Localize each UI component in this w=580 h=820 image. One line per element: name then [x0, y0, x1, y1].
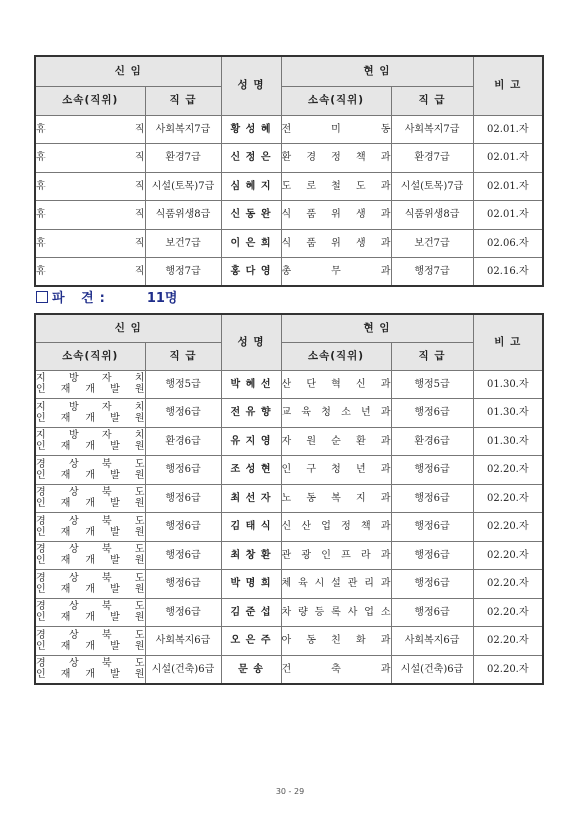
- header-name: 성 명: [221, 56, 281, 115]
- new-dept-cell: [35, 456, 145, 485]
- new-dept-line2: 인 재 개 발 원: [36, 640, 145, 652]
- cur-grade-cell: 행정6급: [391, 456, 473, 485]
- cur-dept-cell: 관 광 인 프 라 과: [281, 541, 391, 570]
- new-dept-line1: 경 상 북 도: [36, 487, 145, 499]
- remark-cell: 02.20.자: [473, 484, 543, 513]
- header-cur-grade: 직 급: [391, 86, 473, 115]
- new-dept-line1: 경 상 북 도: [36, 544, 145, 556]
- new-grade-cell: 사회복지6급: [145, 627, 221, 656]
- new-dept-line2: 인 재 개 발 원: [36, 555, 145, 567]
- header-current: 현 임: [281, 56, 473, 86]
- cur-dept-cell: 교 육 청 소 년 과: [281, 399, 391, 428]
- new-dept-cell: [35, 427, 145, 456]
- remark-cell: 02.01.자: [473, 201, 543, 230]
- new-grade-cell: 행정6급: [145, 456, 221, 485]
- header-new-post: 신 임: [35, 56, 221, 86]
- table-row: [35, 258, 543, 287]
- cur-dept-cell: 식 품 위 생 과: [281, 201, 391, 230]
- name-cell: 문 송: [221, 655, 281, 684]
- cur-grade-cell: 사회복지7급: [391, 115, 473, 144]
- new-grade-cell: 시설(토목)7급: [145, 172, 221, 201]
- new-dept-cell: 휴 직: [35, 229, 145, 258]
- cur-grade-cell: 행정6급: [391, 570, 473, 599]
- new-grade-cell: 행정6급: [145, 570, 221, 599]
- cur-dept-cell: 건 축 과: [281, 655, 391, 684]
- new-dept-line1: 지 방 자 치: [36, 401, 145, 413]
- new-grade-cell: 행정6급: [145, 598, 221, 627]
- new-dept-cell: 휴 직: [35, 144, 145, 173]
- name-cell: 최 선 자: [221, 484, 281, 513]
- remark-cell: 02.20.자: [473, 541, 543, 570]
- table-row: [35, 541, 543, 570]
- new-dept-cell: [35, 484, 145, 513]
- cur-grade-cell: 시설(건축)6급: [391, 655, 473, 684]
- cur-grade-cell: 행정6급: [391, 598, 473, 627]
- name-cell: 김 준 섭: [221, 598, 281, 627]
- name-cell: 유 지 영: [221, 427, 281, 456]
- table-row: [35, 172, 543, 201]
- remark-cell: 01.30.자: [473, 370, 543, 399]
- table-row: [35, 115, 543, 144]
- name-cell: 김 태 식: [221, 513, 281, 542]
- cur-dept-cell: 노 동 복 지 과: [281, 484, 391, 513]
- remark-cell: 02.20.자: [473, 598, 543, 627]
- remark-cell: 02.01.자: [473, 115, 543, 144]
- name-cell: 박 혜 선: [221, 370, 281, 399]
- cur-grade-cell: 환경6급: [391, 427, 473, 456]
- new-grade-cell: 행정6급: [145, 399, 221, 428]
- header-new-post: 신 임: [35, 314, 221, 342]
- new-dept-line2: 인 재 개 발 원: [36, 412, 145, 424]
- new-dept-line2: 인 재 개 발 원: [36, 612, 145, 624]
- leave-table: [34, 55, 544, 287]
- name-cell: 신 정 은: [221, 144, 281, 173]
- remark-cell: 02.20.자: [473, 655, 543, 684]
- new-grade-cell: 행정6급: [145, 513, 221, 542]
- new-dept-line2: 인 재 개 발 원: [36, 498, 145, 510]
- new-grade-cell: 식품위생8급: [145, 201, 221, 230]
- header-remark: 비 고: [473, 314, 543, 370]
- new-dept-cell: [35, 370, 145, 399]
- name-cell: 신 동 완: [221, 201, 281, 230]
- table-row: [35, 427, 543, 456]
- name-cell: 박 명 희: [221, 570, 281, 599]
- remark-cell: 02.20.자: [473, 570, 543, 599]
- header-current: 현 임: [281, 314, 473, 342]
- remark-cell: 02.01.자: [473, 172, 543, 201]
- table-row: [35, 456, 543, 485]
- name-cell: 이 은 희: [221, 229, 281, 258]
- new-dept-line1: 경 상 북 도: [36, 515, 145, 527]
- new-dept-line2: 인 재 개 발 원: [36, 441, 145, 453]
- new-dept-cell: [35, 541, 145, 570]
- cur-grade-cell: 환경7급: [391, 144, 473, 173]
- name-cell: 황 성 혜: [221, 115, 281, 144]
- new-grade-cell: 보건7급: [145, 229, 221, 258]
- header-new-grade: 직 급: [145, 342, 221, 370]
- header-new-grade: 직 급: [145, 86, 221, 115]
- cur-grade-cell: 행정7급: [391, 258, 473, 287]
- new-grade-cell: 시설(건축)6급: [145, 655, 221, 684]
- header-new-dept: 소속(직위): [35, 342, 145, 370]
- new-grade-cell: 환경7급: [145, 144, 221, 173]
- table-row: [35, 627, 543, 656]
- table-row: [35, 655, 543, 684]
- dispatch-table: [34, 313, 544, 685]
- remark-cell: 02.01.자: [473, 144, 543, 173]
- remark-cell: 02.16.자: [473, 258, 543, 287]
- name-cell: 심 혜 지: [221, 172, 281, 201]
- cur-grade-cell: 행정6급: [391, 541, 473, 570]
- cur-dept-cell: 아 동 친 화 과: [281, 627, 391, 656]
- remark-cell: 02.20.자: [473, 456, 543, 485]
- page-number: 30 - 29: [275, 787, 305, 796]
- section-count: 11명: [146, 291, 178, 306]
- header-cur-dept: 소속(직위): [281, 86, 391, 115]
- new-dept-line1: 경 상 북 도: [36, 629, 145, 641]
- remark-cell: 01.30.자: [473, 427, 543, 456]
- new-grade-cell: 행정6급: [145, 484, 221, 513]
- remark-cell: 02.20.자: [473, 627, 543, 656]
- cur-dept-cell: 산 단 혁 신 과: [281, 370, 391, 399]
- remark-cell: 02.06.자: [473, 229, 543, 258]
- new-dept-cell: 휴 직: [35, 115, 145, 144]
- new-dept-line1: 지 방 자 치: [36, 373, 145, 385]
- new-dept-line2: 인 재 개 발 원: [36, 469, 145, 481]
- new-grade-cell: 환경6급: [145, 427, 221, 456]
- new-dept-line1: 경 상 북 도: [36, 601, 145, 613]
- new-grade-cell: 사회복지7급: [145, 115, 221, 144]
- header-remark: 비 고: [473, 56, 543, 115]
- dispatch-section-title: [36, 290, 178, 308]
- cur-grade-cell: 사회복지6급: [391, 627, 473, 656]
- cur-grade-cell: 행정6급: [391, 513, 473, 542]
- name-cell: 오 은 주: [221, 627, 281, 656]
- new-dept-line1: 경 상 북 도: [36, 658, 145, 669]
- cur-grade-cell: 보건7급: [391, 229, 473, 258]
- new-dept-line1: 경 상 북 도: [36, 458, 145, 470]
- new-dept-cell: [35, 399, 145, 428]
- new-dept-cell: [35, 513, 145, 542]
- table-row: [35, 598, 543, 627]
- new-grade-cell: 행정5급: [145, 370, 221, 399]
- cur-dept-cell: 자 원 순 환 과: [281, 427, 391, 456]
- cur-dept-cell: 환 경 정 책 과: [281, 144, 391, 173]
- new-dept-cell: 휴 직: [35, 201, 145, 230]
- name-cell: 조 성 현: [221, 456, 281, 485]
- remark-cell: 02.20.자: [473, 513, 543, 542]
- section-label: 파 견:: [52, 291, 111, 306]
- checkbox-square-icon: [36, 291, 48, 303]
- table-row: [35, 144, 543, 173]
- new-dept-line2: 인 재 개 발 원: [36, 526, 145, 538]
- cur-dept-cell: 차 량 등 록 사 업 소: [281, 598, 391, 627]
- name-cell: 최 창 환: [221, 541, 281, 570]
- new-dept-line2: 인 재 개 발 원: [36, 384, 145, 396]
- cur-dept-cell: 체 육 시 설 관 리 과: [281, 570, 391, 599]
- table-row: [35, 201, 543, 230]
- cur-grade-cell: 행정6급: [391, 484, 473, 513]
- cur-grade-cell: 시설(토목)7급: [391, 172, 473, 201]
- new-dept-line1: 지 방 자 치: [36, 430, 145, 442]
- header-cur-dept: 소속(직위): [281, 342, 391, 370]
- new-dept-line1: 경 상 북 도: [36, 572, 145, 584]
- new-grade-cell: 행정6급: [145, 541, 221, 570]
- table-row: [35, 513, 543, 542]
- cur-dept-cell: 전 미 동: [281, 115, 391, 144]
- header-new-dept: 소속(직위): [35, 86, 145, 115]
- header-name: 성 명: [221, 314, 281, 370]
- name-cell: 홍 다 영: [221, 258, 281, 287]
- table-row: [35, 399, 543, 428]
- table-row: [35, 229, 543, 258]
- table-row: [35, 370, 543, 399]
- cur-dept-cell: 총 무 과: [281, 258, 391, 287]
- table-row: [35, 570, 543, 599]
- new-dept-cell: [35, 598, 145, 627]
- new-dept-cell: [35, 570, 145, 599]
- cur-dept-cell: 도 로 철 도 과: [281, 172, 391, 201]
- header-cur-grade: 직 급: [391, 342, 473, 370]
- new-dept-line2: 인 재 개 발 원: [36, 669, 145, 680]
- cur-grade-cell: 식품위생8급: [391, 201, 473, 230]
- cur-dept-cell: 식 품 위 생 과: [281, 229, 391, 258]
- cur-dept-cell: 인 구 청 년 과: [281, 456, 391, 485]
- name-cell: 전 유 향: [221, 399, 281, 428]
- new-dept-cell: [35, 655, 145, 684]
- new-dept-line2: 인 재 개 발 원: [36, 583, 145, 595]
- new-dept-cell: 휴 직: [35, 258, 145, 287]
- new-dept-cell: [35, 627, 145, 656]
- table-row: [35, 484, 543, 513]
- cur-grade-cell: 행정6급: [391, 399, 473, 428]
- remark-cell: 01.30.자: [473, 399, 543, 428]
- cur-grade-cell: 행정5급: [391, 370, 473, 399]
- new-grade-cell: 행정7급: [145, 258, 221, 287]
- new-dept-cell: 휴 직: [35, 172, 145, 201]
- cur-dept-cell: 신 산 업 정 책 과: [281, 513, 391, 542]
